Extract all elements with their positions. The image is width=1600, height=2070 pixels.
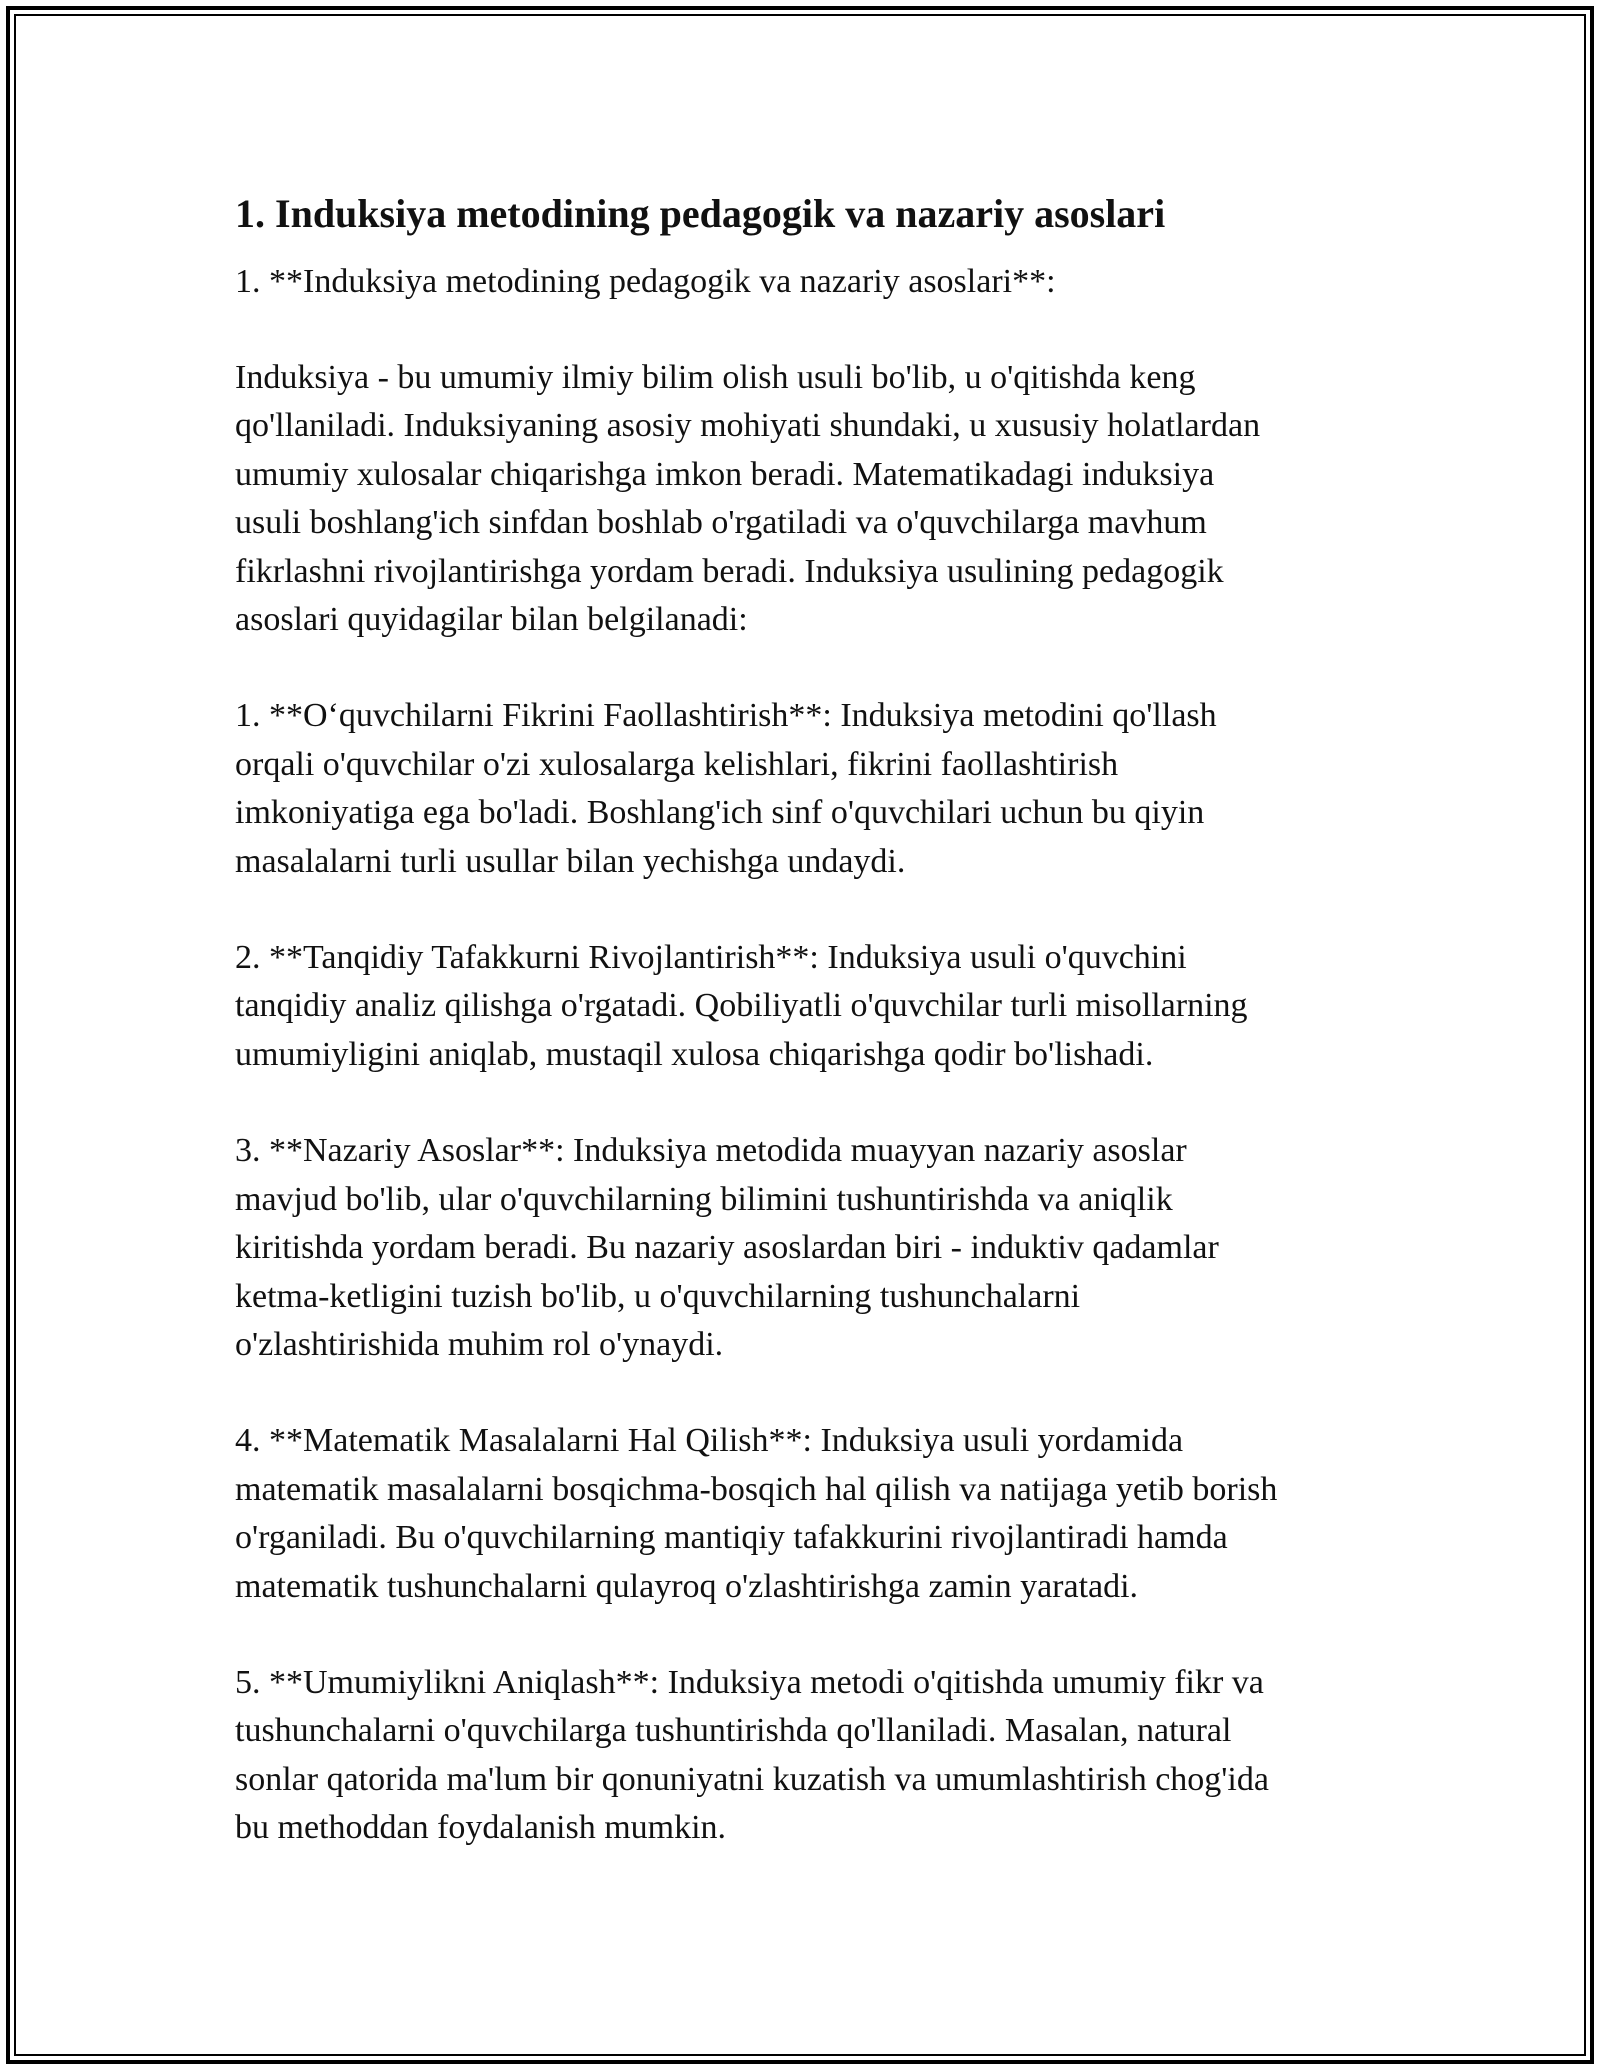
text-line: asoslari quyidagilar bilan belgilanadi: — [235, 601, 748, 639]
text-line: 2. **Tanqidiy Tafakkurni Rivojlantirish**: Induksiya usuli o'quvchini — [235, 939, 1187, 977]
text-line: tanqidiy analiz qilishga o'rgatadi. Qobiliyatli o'quvchilar turli misollarning — [235, 987, 1248, 1025]
text-line: ketma-ketligini tuzish bo'lib, u o'quvchilarning tushunchalarni — [235, 1277, 1081, 1315]
point-1-paragraph — [235, 692, 1365, 886]
text-line: 1. **O‘quvchilarni Fikrini Faollashtirish**: Induksiya metodini qo'llash — [235, 697, 1217, 735]
text-line: mavjud bo'lib, ular o'quvchilarning bilimini tushuntirishda va aniqlik — [235, 1180, 1173, 1218]
document-body — [235, 186, 1365, 1853]
text-line: fikrlashni rivojlantirishga yordam beradi. Induksiya usulining pedagogik — [235, 552, 1224, 590]
text-line: umumiy xulosalar chiqarishga imkon beradi. Matematikadagi induksiya — [235, 455, 1215, 493]
text-line: o'zlashtirishida muhim rol o'ynaydi. — [235, 1325, 724, 1363]
text-line: masalalarni turli usullar bilan yechishga undaydi. — [235, 842, 906, 880]
point-2-paragraph — [235, 934, 1365, 1079]
section-subtitle: 1. **Induksiya metodining pedagogik va nazariy asoslari**: — [235, 263, 1056, 300]
text-line: bu methoddan foydalanish mumkin. — [235, 1809, 727, 1847]
text-line: imkoniyatiga ega bo'ladi. Boshlang'ich sinf o'quvchilari uchun bu qiyin — [235, 794, 1205, 832]
text-line: o'rganiladi. Bu o'quvchilarning mantiqiy tafakkurini rivojlantiradi hamda — [235, 1519, 1228, 1557]
text-line: orqali o'quvchilar o'zi xulosalarga kelishlari, fikrini faollashtirish — [235, 745, 1119, 783]
intro-paragraph — [235, 354, 1365, 644]
section-heading: 1. Induksiya metodining pedagogik va nazariy asoslari — [235, 191, 1166, 236]
text-line: kiritishda yordam beradi. Bu nazariy asoslardan biri - induktiv qadamlar — [235, 1229, 1219, 1267]
text-line: tushunchalarni o'quvchilarga tushuntirishda qo'llaniladi. Masalan, natural — [235, 1712, 1232, 1750]
text-line: qo'llaniladi. Induksiyaning asosiy mohiyati shundaki, u xususiy holatlardan — [235, 407, 1261, 445]
text-line: 4. **Matematik Masalalarni Hal Qilish**: Induksiya usuli yordamida — [235, 1422, 1184, 1460]
point-5-paragraph — [235, 1659, 1365, 1853]
text-line: matematik tushunchalarni qulayroq o'zlashtirishga zamin yaratadi. — [235, 1567, 1139, 1605]
text-line: 3. **Nazariy Asoslar**: Induksiya metodida muayyan nazariy asoslar — [235, 1132, 1187, 1170]
text-line: Induksiya - bu umumiy ilmiy bilim olish usuli bo'lib, u o'qitishda keng — [235, 359, 1196, 396]
text-line: matematik masalalarni bosqichma-bosqich hal qilish va natijaga yetib borish — [235, 1470, 1278, 1508]
point-3-paragraph — [235, 1127, 1365, 1369]
text-line: usuli boshlang'ich sinfdan boshlab o'rgatiladi va o'quvchilarga mavhum — [235, 504, 1207, 542]
text-line: sonlar qatorida ma'lum bir qonuniyatni kuzatish va umumlashtirish chog'ida — [235, 1760, 1269, 1798]
point-4-paragraph — [235, 1417, 1365, 1611]
text-line: 5. **Umumiylikni Aniqlash**: Induksiya metodi o'qitishda umumiy fikr va — [235, 1663, 1264, 1701]
text-line: umumiyligini aniqlab, mustaqil xulosa chiqarishga qodir bo'lishadi. — [235, 1035, 1154, 1073]
